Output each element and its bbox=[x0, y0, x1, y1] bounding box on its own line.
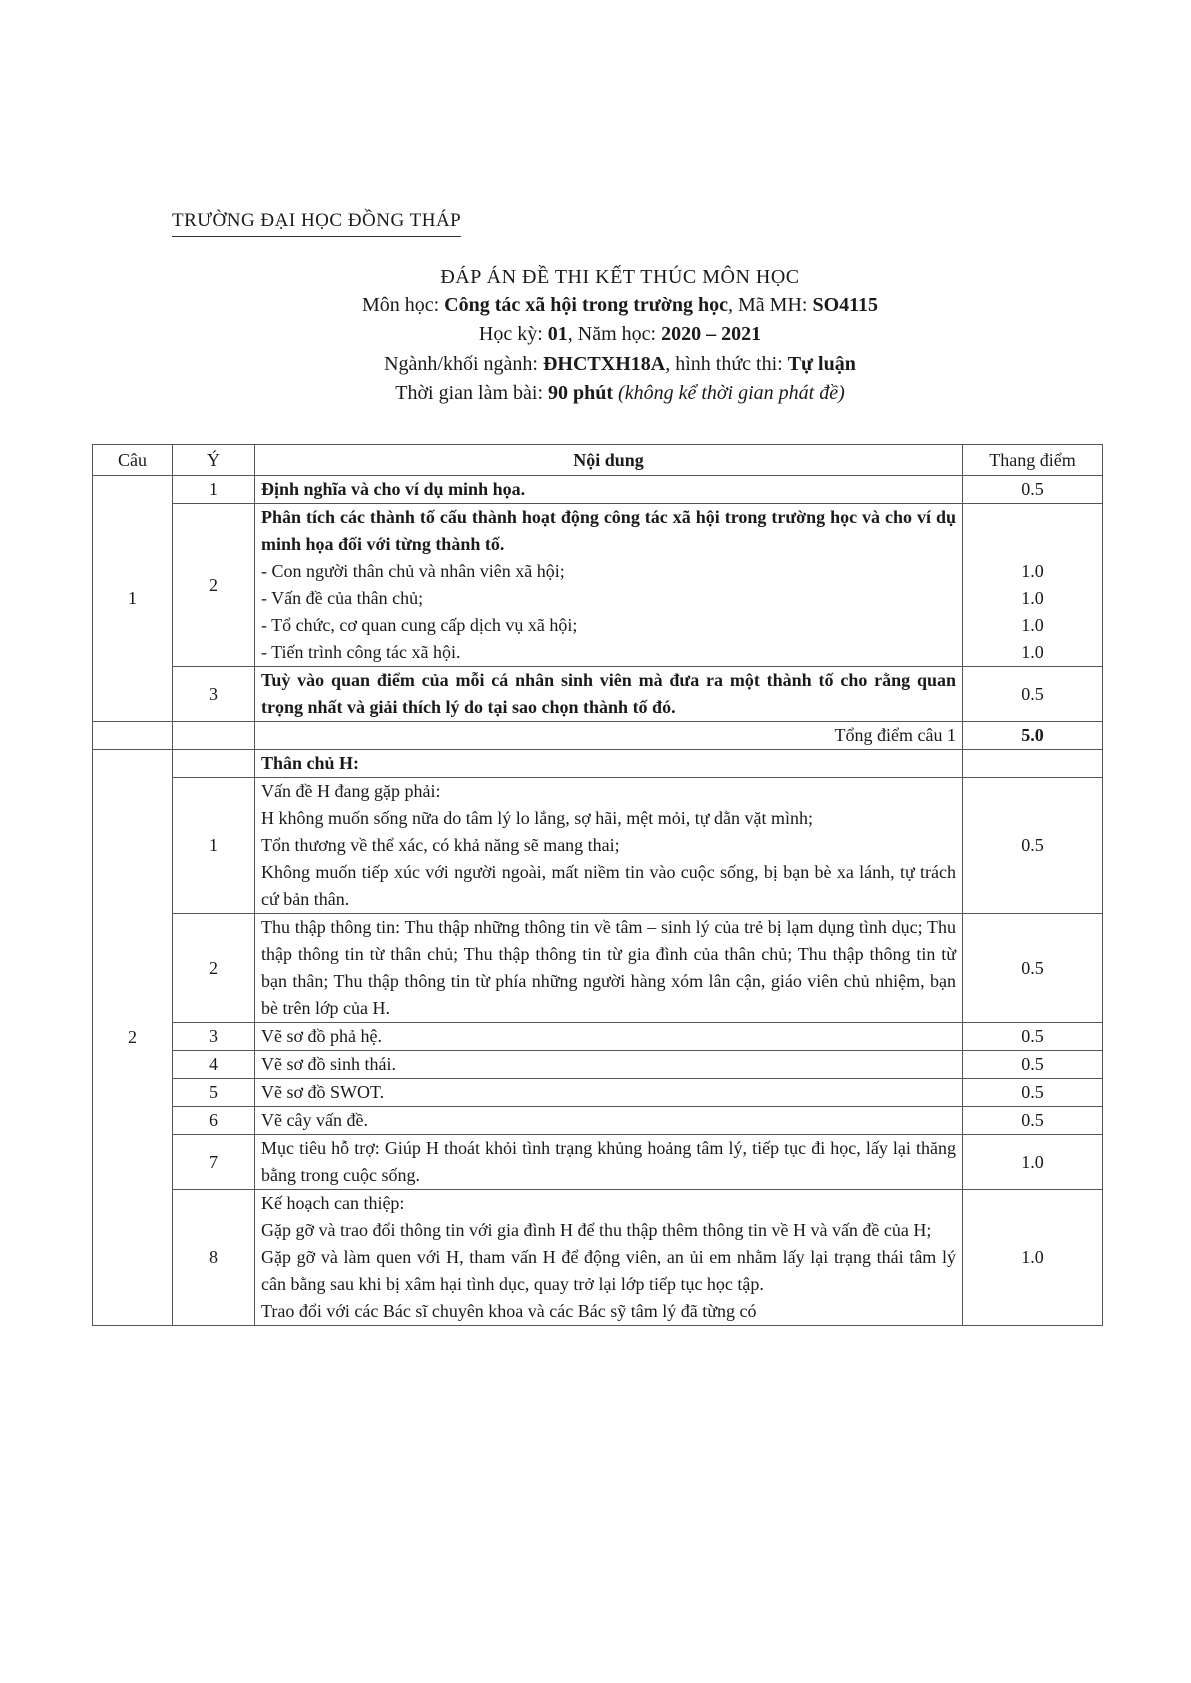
col-header-y: Ý bbox=[173, 445, 255, 476]
item-score: 1.0 1.0 1.0 1.0 bbox=[963, 504, 1103, 667]
table-row bbox=[93, 750, 1103, 778]
item-number: 1 bbox=[173, 476, 255, 504]
table-row bbox=[93, 1023, 1103, 1051]
total-label: Tổng điểm câu 1 bbox=[255, 722, 963, 750]
time-line: Thời gian làm bài: 90 phút (không kể thời gian phát đề) bbox=[395, 382, 845, 404]
table-row bbox=[93, 504, 1103, 667]
item-content: Vẽ sơ đồ SWOT. bbox=[255, 1079, 963, 1107]
item-content: Thu thập thông tin: Thu thập những thông tin về tâm – sinh lý của trẻ bị lạm dụng tình dục; Thu thập thông tin từ thân chủ; Thu thập thông tin từ gia đình của thân chủ; Thu thập thông tin từ bạn thân; Thu thập thông tin từ phía những người hàng xóm lân cận, giáo viên chủ nhiệm, bạn bè trên lớp của H. bbox=[255, 914, 963, 1023]
table-row bbox=[93, 914, 1103, 1023]
item-number: 4 bbox=[173, 1051, 255, 1079]
item-score: 0.5 bbox=[963, 1107, 1103, 1135]
table-row bbox=[93, 1190, 1103, 1326]
item-content: Định nghĩa và cho ví dụ minh họa. bbox=[255, 476, 963, 504]
item-score: 0.5 bbox=[963, 667, 1103, 722]
item-content: Vẽ cây vấn đề. bbox=[255, 1107, 963, 1135]
table-header-row bbox=[93, 445, 1103, 476]
question-number: 1 bbox=[93, 476, 173, 722]
item-score: 1.0 bbox=[963, 1135, 1103, 1190]
table-row bbox=[93, 1107, 1103, 1135]
item-number: 2 bbox=[173, 914, 255, 1023]
subject-line: Môn học: Công tác xã hội trong trường học, Mã MH: SO4115 bbox=[361, 294, 879, 316]
item-number: 3 bbox=[173, 667, 255, 722]
item-content: Phân tích các thành tố cấu thành hoạt động công tác xã hội trong trường học và cho ví dụ minh họa đối với từng thành tố. - Con người thân chủ và nhân viên xã hội; - Vấn đề của thân chủ; - Tổ chức, cơ quan cung cấp dịch vụ xã hội; - Tiến trình công tác xã hội. bbox=[255, 504, 963, 667]
item-content: Vẽ sơ đồ sinh thái. bbox=[255, 1051, 963, 1079]
case-intro: Thân chủ H: bbox=[255, 750, 963, 778]
item-number: 7 bbox=[173, 1135, 255, 1190]
col-header-cau: Câu bbox=[93, 445, 173, 476]
table-row bbox=[93, 476, 1103, 504]
item-number: 1 bbox=[173, 778, 255, 914]
item-score: 0.5 bbox=[963, 1079, 1103, 1107]
item-number: 3 bbox=[173, 1023, 255, 1051]
item-score: 1.0 bbox=[963, 1190, 1103, 1326]
col-header-score: Thang điểm bbox=[963, 445, 1103, 476]
item-number: 6 bbox=[173, 1107, 255, 1135]
total-row bbox=[93, 722, 1103, 750]
table-row bbox=[93, 1051, 1103, 1079]
item-score: 0.5 bbox=[963, 1051, 1103, 1079]
col-header-content: Nội dung bbox=[255, 445, 963, 476]
major-line: Ngành/khối ngành: ĐHCTXH18A, hình thức thi: Tự luận bbox=[384, 353, 856, 375]
item-number: 8 bbox=[173, 1190, 255, 1326]
question-number: 2 bbox=[93, 750, 173, 1326]
item-content: Kế hoạch can thiệp: Gặp gỡ và trao đổi thông tin với gia đình H để thu thập thêm thông tin về H và vấn đề của H; Gặp gỡ và làm quen với H, tham vấn H để động viên, an ủi em nhằm lấy lại trạng thái tâm lý cân bằng sau khi bị xâm hại tình dục, quay trở lại lớp tiếp tục học tập. Trao đổi với các Bác sĩ chuyên khoa và các Bác sỹ tâm lý đã từng có bbox=[255, 1190, 963, 1326]
table-row bbox=[93, 1079, 1103, 1107]
item-score: 0.5 bbox=[963, 778, 1103, 914]
school-name: TRƯỜNG ĐẠI HỌC ĐỒNG THÁP bbox=[172, 210, 461, 237]
answer-table bbox=[92, 444, 1103, 1326]
item-content: Vấn đề H đang gặp phải: H không muốn sống nữa do tâm lý lo lắng, sợ hãi, mệt mỏi, tự dằn vặt mình; Tổn thương về thể xác, có khả năng sẽ mang thai; Không muốn tiếp xúc với người ngoài, mất niềm tin vào cuộc sống, bị bạn bè xa lánh, tự trách cứ bản thân. bbox=[255, 778, 963, 914]
table-row bbox=[93, 667, 1103, 722]
item-number: 2 bbox=[173, 504, 255, 667]
total-score: 5.0 bbox=[963, 722, 1103, 750]
item-content: Vẽ sơ đồ phả hệ. bbox=[255, 1023, 963, 1051]
item-score: 0.5 bbox=[963, 1023, 1103, 1051]
term-line: Học kỳ: 01, Năm học: 2020 – 2021 bbox=[478, 323, 762, 345]
item-score: 0.5 bbox=[963, 476, 1103, 504]
table-row bbox=[93, 1135, 1103, 1190]
item-score: 0.5 bbox=[963, 914, 1103, 1023]
table-row bbox=[93, 778, 1103, 914]
item-content: Mục tiêu hỗ trợ: Giúp H thoát khỏi tình trạng khủng hoảng tâm lý, tiếp tục đi học, lấy lại thăng bằng trong cuộc sống. bbox=[255, 1135, 963, 1190]
item-number: 5 bbox=[173, 1079, 255, 1107]
item-content: Tuỳ vào quan điểm của mỗi cá nhân sinh viên mà đưa ra một thành tố cho rằng quan trọng nhất và giải thích lý do tại sao chọn thành tố đó. bbox=[255, 667, 963, 722]
exam-title: ĐÁP ÁN ĐỀ THI KẾT THÚC MÔN HỌC bbox=[440, 266, 800, 288]
